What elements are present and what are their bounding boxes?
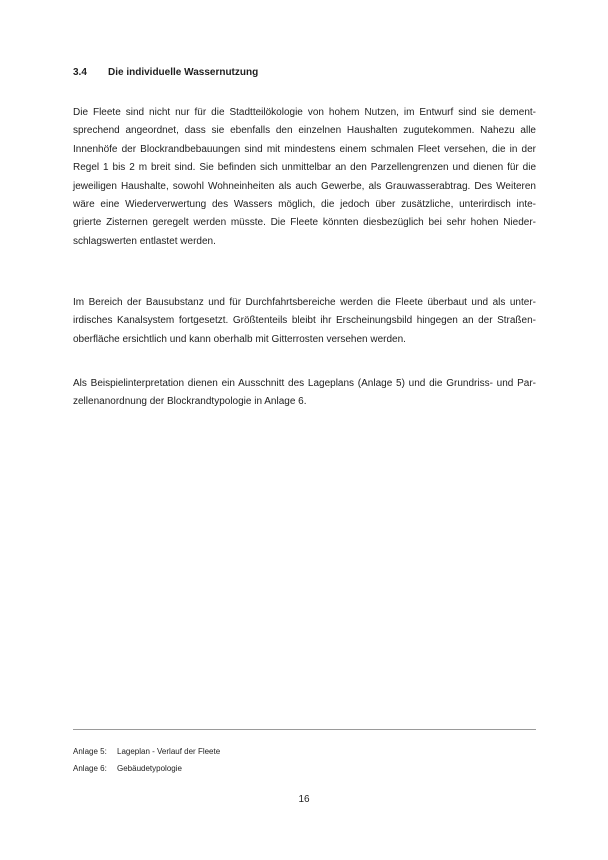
footnotes [73,743,220,777]
paragraph-line: grierte Zisternen geregelt werden müsste. Die Fleete könnten diesbezüglich bei sehr hohen Nieder- [73,217,536,229]
paragraph-canal-system [73,294,536,349]
paragraph-line: wäre eine Wiederverwertung des Wassers möglich, die jedoch über zusätzliche, unterirdisch inte- [73,198,536,210]
paragraph-line: jeweiligen Haushalte, sowohl Wohneinheiten als auch Gewerbe, als Grauwasserabtrag. Des Weiteren [73,180,536,192]
footnote-item [73,760,220,777]
footnote-text: Gebäudetypologie [117,764,182,773]
paragraph-line: Innenhöfe der Blockrandbebauungen sind mit mindestens einem schmalen Fleet versehen, die in der [73,143,536,155]
footnote-divider [73,729,536,730]
section-number: 3.4 [73,67,87,78]
paragraph-line: oberfläche ersichtlich und kann oberhalb mit Gitterrosten versehen werden. [73,333,406,345]
paragraph-line: schlagswerten entlastet werden. [73,235,216,247]
paragraph-line: zellenanordnung der Blockrandtypologie in Anlage 6. [73,396,307,408]
paragraph-water-use [73,104,536,251]
page-number: 16 [298,794,310,805]
footnote-text: Lageplan - Verlauf der Fleete [117,747,221,756]
footnote-item [73,743,220,760]
section-heading [73,66,258,80]
paragraph-line: irdisches Kanalsystem fortgesetzt. Größtenteils bleibt ihr Erscheinungsbild hingegen an der Straßen- [73,315,536,327]
section-title: Die individuelle Wassernutzung [108,67,259,78]
footnote-label: Anlage 6: [73,764,107,773]
paragraph-line: Als Beispielinterpretation dienen ein Ausschnitt des Lageplans (Anlage 5) und die Grundriss- und Par- [73,378,536,389]
paragraph-line: Die Fleete sind nicht nur für die Stadtteilökologie von hohem Nutzen, im Entwurf sind sie dement- [73,107,536,118]
paragraph-line: sprechend angeordnet, dass sie ebenfalls den einzelnen Haushalten zugutekommen. Nahezu alle [73,125,536,137]
paragraph-line: Regel 1 bis 2 m breit sind. Sie befinden sich unmittelbar an den Parzellengrenzen und dienen für die [73,162,536,174]
paragraph-line: Im Bereich der Bausubstanz und für Durchfahrtsbereiche werden die Fleete überbaut und als unter- [73,297,536,308]
paragraph-example [73,375,536,412]
footnote-label: Anlage 5: [73,747,107,756]
